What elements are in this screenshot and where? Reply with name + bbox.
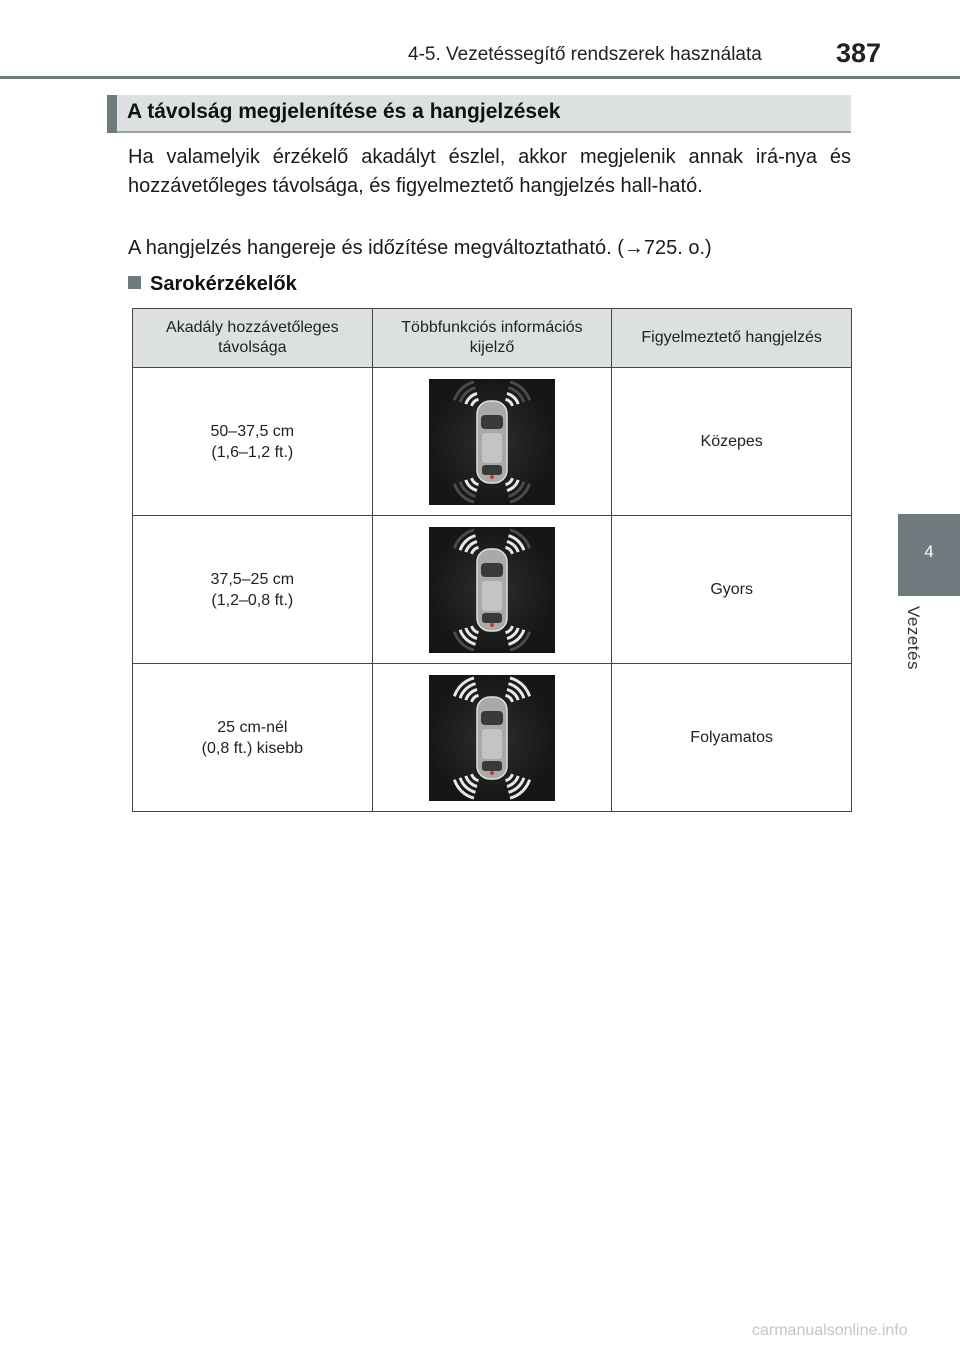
sensor-arc-icon — [505, 529, 529, 553]
table-row — [133, 516, 852, 664]
distance-cell — [133, 368, 373, 516]
sensor-arc-icon — [505, 677, 529, 701]
chapter-tab-number: 4 — [924, 542, 934, 561]
sensor-display-image — [429, 379, 555, 505]
sensor-arc-icon — [505, 626, 529, 650]
chapter-title: 4-5. Vezetéssegítő rendszerek használata — [408, 44, 762, 65]
sensor-arc-icon — [454, 677, 478, 701]
section-heading-text: A távolság megjelenítése és a hangjelzések — [127, 100, 561, 123]
table-row — [133, 664, 852, 812]
chapter-tab-label: Vezetés — [904, 606, 923, 670]
subsection-heading-text: Sarokérzékelők — [150, 273, 297, 295]
subsection-heading — [128, 273, 297, 296]
distance-imperial: (1,2–0,8 ft.) — [211, 591, 294, 609]
sensor-display-image — [429, 675, 555, 801]
buzzer-cell: Gyors — [612, 516, 852, 664]
sensor-arc-icon — [454, 529, 478, 553]
car-top-view-icon — [477, 697, 507, 779]
buzzer-cell: Folyamatos — [612, 664, 852, 812]
volume-paragraph: A hangjelzés hangereje és időzítése megváltoztatható. (→725. o.) — [128, 237, 712, 259]
section-heading-bar — [107, 95, 117, 133]
header-display: Többfunkciós információs kijelző — [372, 309, 612, 368]
sensor-arc-icon — [454, 626, 478, 650]
distance-cell — [133, 516, 373, 664]
distance-metric: 25 cm-nél — [217, 718, 288, 736]
table-row — [133, 368, 852, 516]
watermark: carmanualsonline.info — [752, 1322, 908, 1339]
table-header-row — [133, 309, 852, 368]
buzzer-cell: Közepes — [612, 368, 852, 516]
header-buzzer: Figyelmeztető hangjelzés — [612, 309, 852, 368]
corner-sensor-table — [132, 308, 852, 812]
page-number: 387 — [836, 38, 882, 68]
sensor-arc-icon — [454, 478, 478, 502]
sensor-arc-icon — [454, 381, 478, 405]
sensor-arc-icon — [454, 774, 478, 798]
sensor-arc-icon — [505, 774, 529, 798]
section-heading — [107, 95, 851, 133]
square-bullet-icon — [128, 276, 141, 289]
sensor-display-image — [429, 527, 555, 653]
distance-imperial: (1,6–1,2 ft.) — [211, 443, 294, 461]
header-rule — [0, 76, 960, 79]
car-top-view-icon — [477, 401, 507, 483]
distance-metric: 50–37,5 cm — [210, 422, 295, 440]
chapter-tab[interactable] — [898, 514, 960, 596]
display-cell — [372, 664, 612, 812]
sensor-arc-icon — [505, 381, 529, 405]
header-distance: Akadály hozzávetőleges távolsága — [133, 309, 373, 368]
car-top-view-icon — [477, 549, 507, 631]
display-cell — [372, 516, 612, 664]
distance-cell — [133, 664, 373, 812]
display-cell — [372, 368, 612, 516]
distance-imperial: (0,8 ft.) kisebb — [201, 739, 304, 757]
intro-paragraph: Ha valamelyik érzékelő akadályt észlel, akkor megjelenik annak irá-nya és hozzávetőleges távolsága, és figyelmeztető hangjelzés hall-ható. — [128, 146, 851, 197]
sensor-arc-icon — [505, 478, 529, 502]
distance-metric: 37,5–25 cm — [210, 570, 295, 588]
